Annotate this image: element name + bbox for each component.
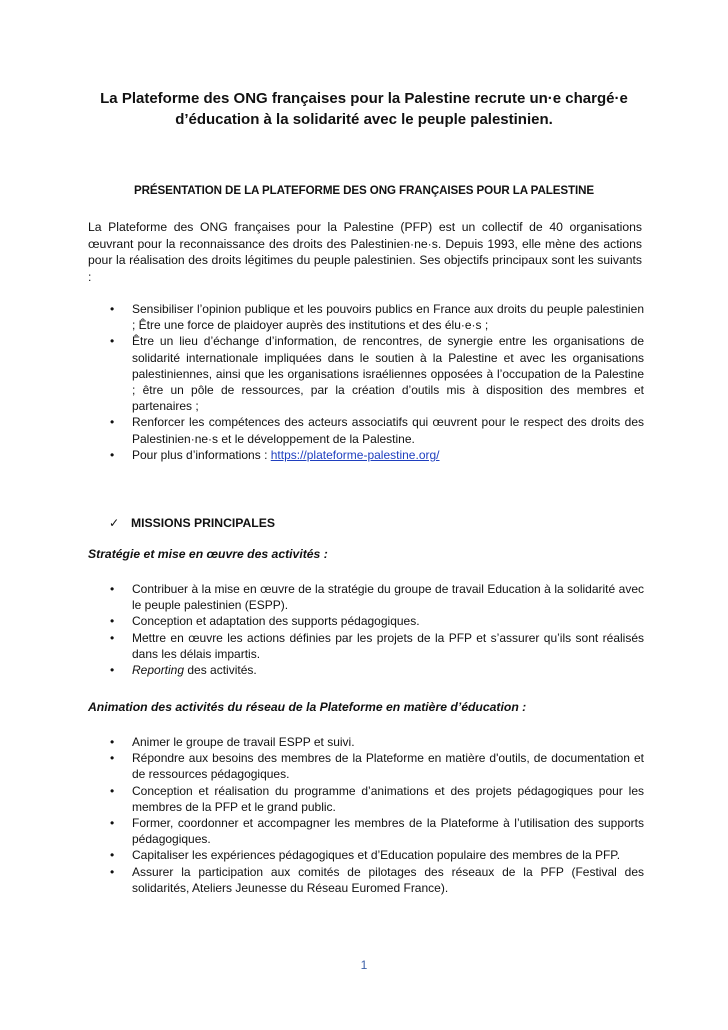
bullet-dot-icon: •	[110, 334, 115, 349]
list-item	[88, 581, 644, 613]
bullet-dot-icon: •	[110, 415, 115, 430]
bullet-dot-icon: •	[110, 848, 115, 863]
more-info-label: Pour plus d’informations :	[132, 447, 271, 462]
intro-paragraph: La Plateforme des ONG françaises pour la Palestine (PFP) est un collectif de 40 organisations œuvrant pour la reconnaissance des droits des Palestinien·ne·s. Depuis 1993, elle mène des actions pour la réalisation des droits légitimes du peuple palestinien. Ses objectifs principaux sont les suivants :	[88, 220, 642, 284]
bullet-dot-icon: •	[110, 816, 115, 831]
list-item	[88, 447, 644, 463]
bullet-dot-icon: •	[110, 663, 115, 678]
missions-heading-text: MISSIONS PRINCIPALES	[131, 516, 276, 530]
animation-item-text: Former, coordonner et accompagner les membres de la Plateforme à l’utilisation des supports pédagogiques.	[132, 816, 644, 847]
list-item	[88, 333, 644, 414]
strategy-heading: Stratégie et mise en œuvre des activités :	[88, 547, 328, 561]
title-line-1: La Plateforme des ONG françaises pour la Palestine recrute un·e chargé·e	[100, 90, 628, 107]
objectives-list	[88, 301, 644, 463]
website-link[interactable]: https://plateforme-palestine.org/	[270, 447, 440, 462]
title-line-2: d’éducation à la solidarité avec le peuple palestinien.	[175, 111, 553, 128]
list-item	[88, 662, 644, 678]
strategy-item-text: Mettre en œuvre les actions définies par les projets de la PFP et s’assurer qu’ils sont réalisés dans les délais impartis.	[132, 630, 644, 661]
bullet-dot-icon: •	[110, 751, 115, 766]
list-item	[88, 750, 644, 782]
list-item	[88, 613, 644, 629]
page-number: 1	[360, 958, 368, 972]
objective-text: Être un lieu d’échange d’information, de rencontres, de synergie entre les organisations de solidarité internationale impliquées dans le soutien à la Palestine et avec les organisations palestiniennes, ainsi que les organisations israéliennes opposées à l’occupation de la Palestine ; être un pôle de ressources, par la création d’outils mis à disposition des membres et partenaires ;	[132, 334, 644, 414]
bullet-dot-icon: •	[110, 447, 115, 462]
checkmark-icon: ✓	[109, 516, 120, 530]
list-item	[88, 630, 644, 662]
list-item	[88, 414, 644, 446]
missions-heading	[109, 516, 275, 530]
list-item	[88, 734, 644, 750]
list-item	[88, 783, 644, 815]
bullet-dot-icon: •	[110, 614, 115, 629]
bullet-dot-icon: •	[110, 864, 115, 879]
bullet-dot-icon: •	[110, 735, 115, 749]
strategy-item-text: Contribuer à la mise en œuvre de la stratégie du groupe de travail Education à la solidarité avec le peuple palestinien (ESPP).	[132, 582, 644, 613]
animation-item-text: Capitaliser les expériences pédagogiques et d’Education populaire des membres de la PFP.	[132, 848, 621, 863]
animation-item-text: Conception et réalisation du programme d’animations et des projets pédagogiques pour les membres de la PFP et le grand public.	[132, 783, 644, 814]
list-item	[88, 847, 644, 863]
strategy-item-text: Conception et adaptation des supports pédagogiques.	[132, 614, 420, 629]
animation-item-text: Assurer la participation aux comités de pilotages des réseaux de la PFP (Festival des solidarités, Ateliers Jeunesse du Réseau Euromed France).	[132, 864, 644, 895]
document-title	[60, 88, 668, 130]
animation-list	[88, 734, 644, 896]
bullet-dot-icon: •	[110, 582, 115, 596]
list-item	[88, 301, 644, 333]
reporting-rest: des activités.	[184, 663, 257, 678]
list-item	[88, 815, 644, 847]
animation-item-text: Répondre aux besoins des membres de la Plateforme en matière d'outils, de documentation et de ressources pédagogiques.	[132, 751, 644, 782]
section-heading: PRÉSENTATION DE LA PLATEFORME DES ONG FRANÇAISES POUR LA PALESTINE	[134, 184, 594, 197]
objective-text: Renforcer les compétences des acteurs associatifs qui œuvrent pour le respect des droits des Palestinien·ne·s et le développement de la Palestine.	[132, 415, 644, 446]
objective-text: Sensibiliser l’opinion publique et les pouvoirs publics en France aux droits du peuple palestinien ; Être une force de plaidoyer auprès des institutions et des élu·e·s ;	[132, 302, 644, 333]
list-item	[88, 864, 644, 896]
animation-heading: Animation des activités du réseau de la Plateforme en matière d’éducation :	[88, 700, 527, 714]
bullet-dot-icon: •	[110, 630, 115, 645]
animation-item-text: Animer le groupe de travail ESPP et suivi.	[132, 735, 355, 749]
reporting-word: Reporting	[132, 663, 185, 678]
strategy-list	[88, 581, 644, 678]
bullet-dot-icon: •	[110, 783, 115, 798]
bullet-dot-icon: •	[110, 302, 115, 316]
